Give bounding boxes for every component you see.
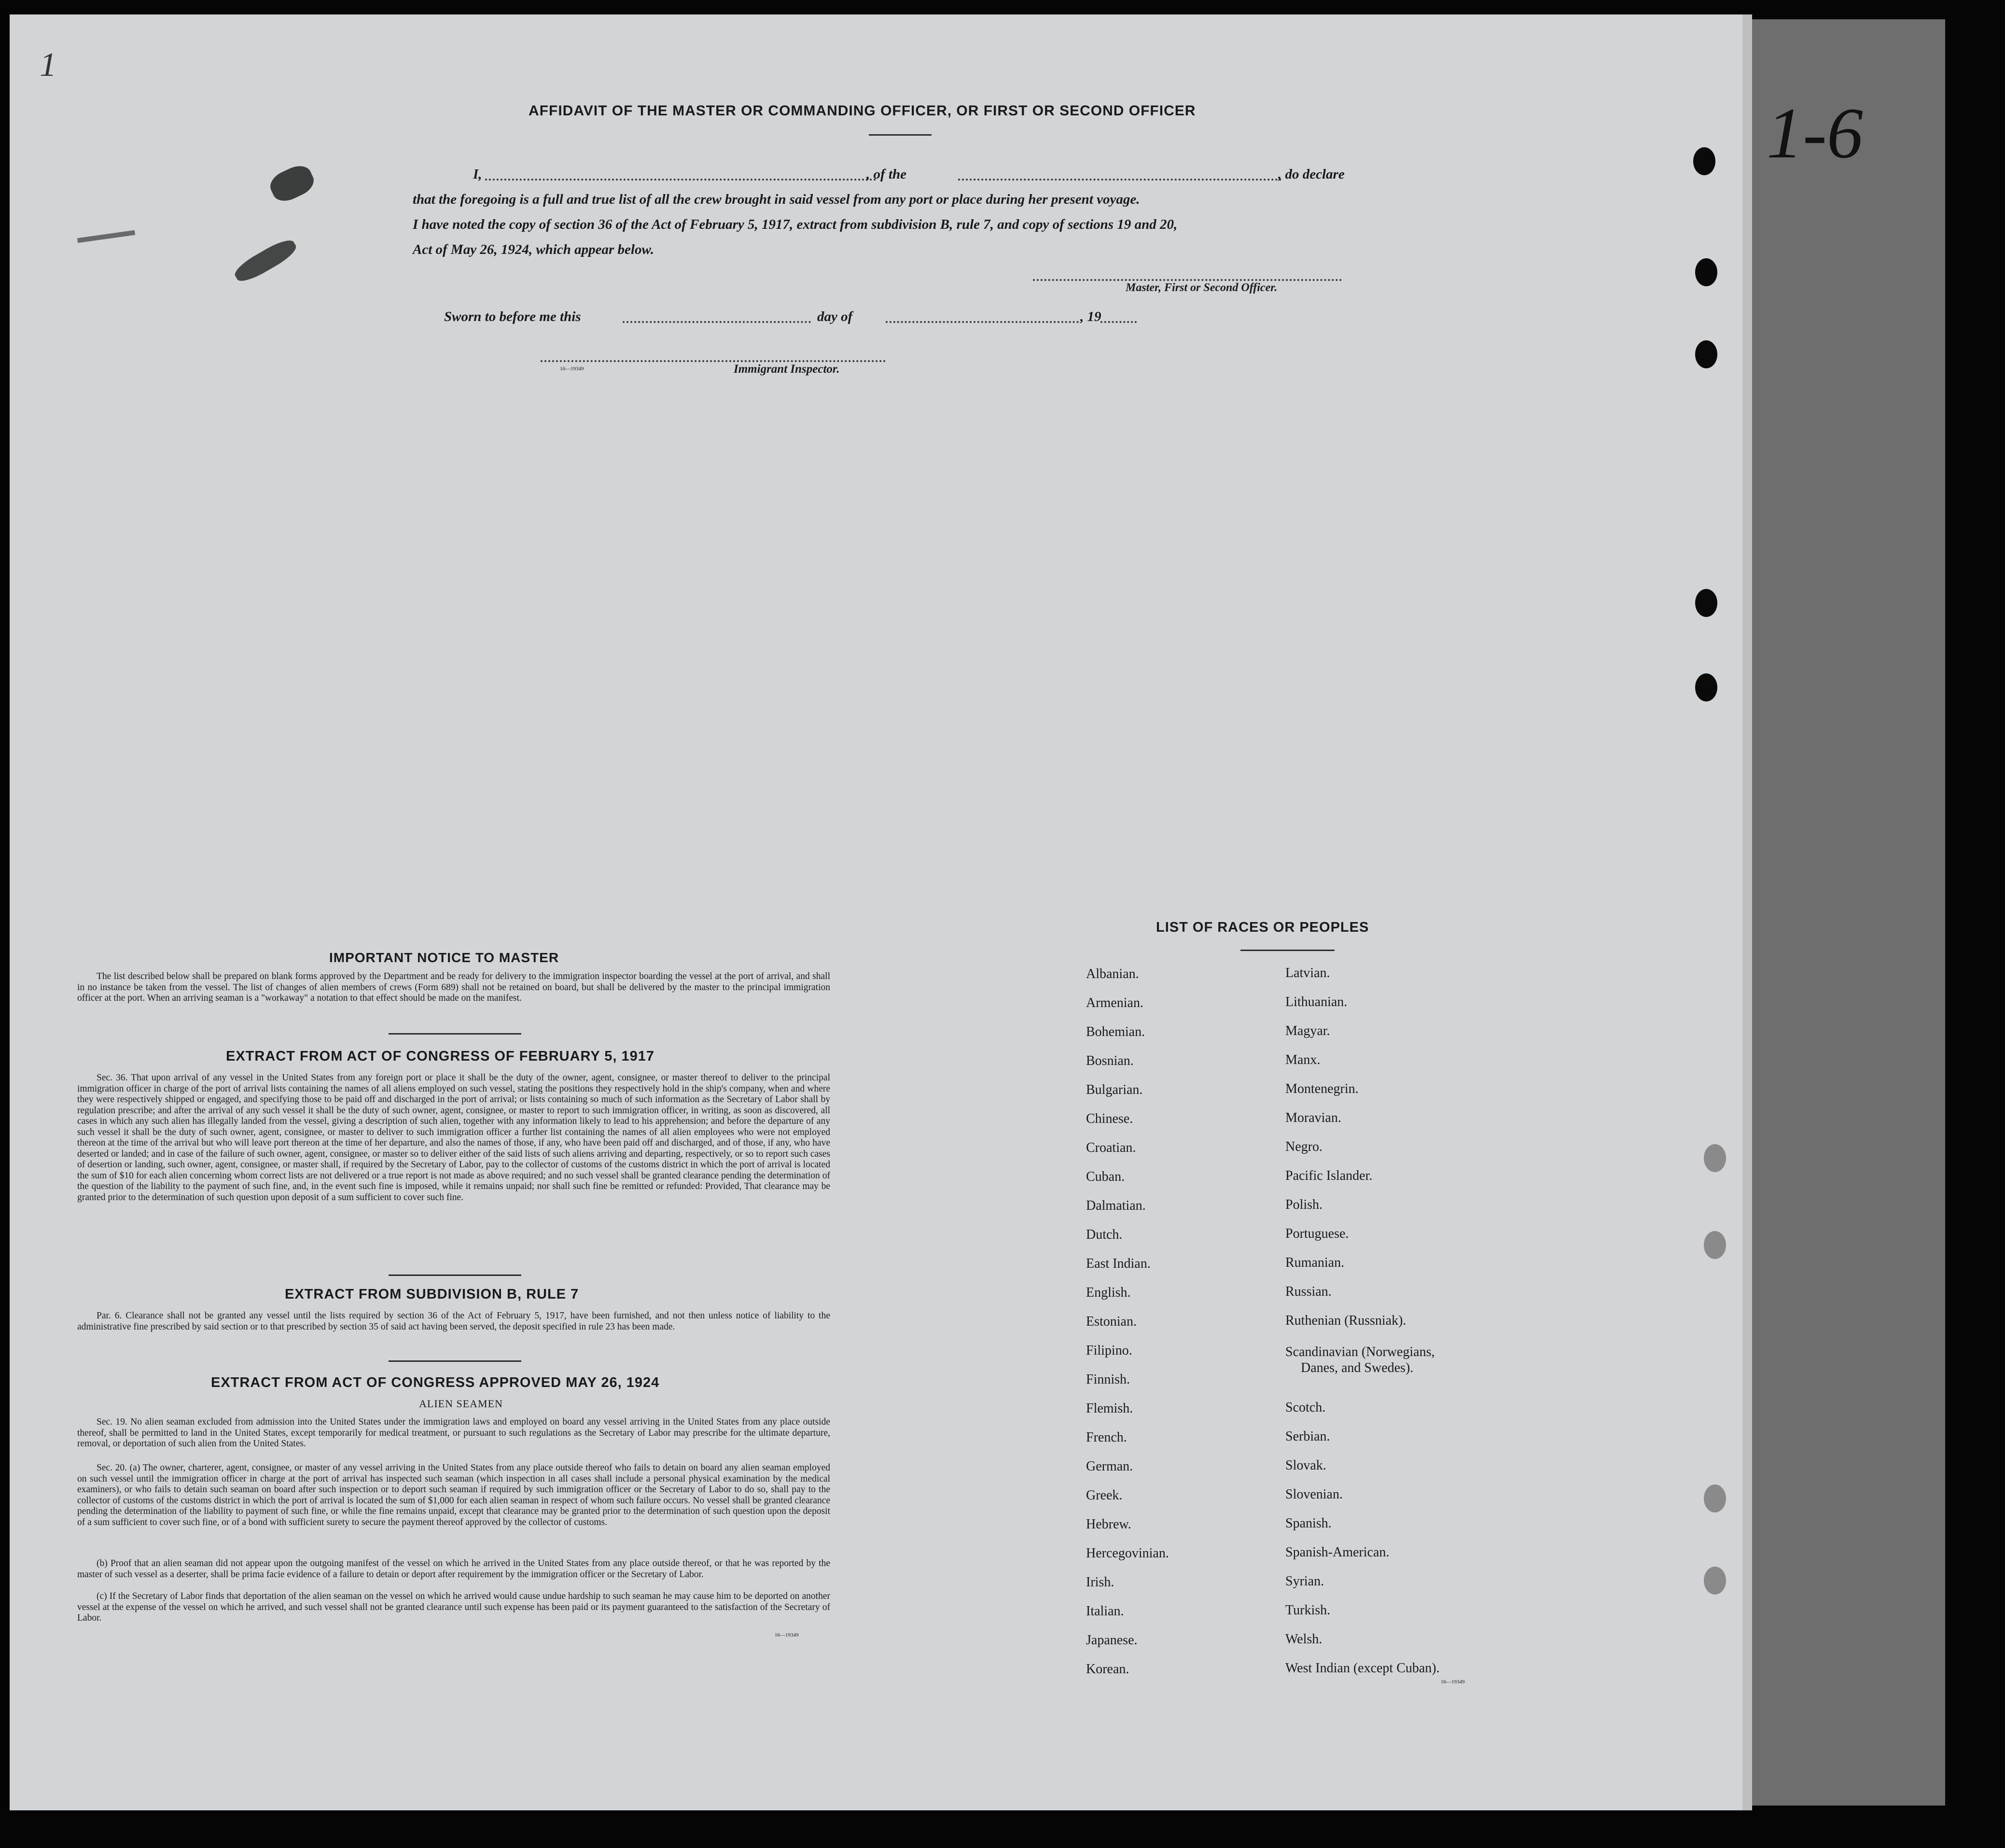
binder-hole [1695, 258, 1717, 286]
affidavit-line-2: that the foregoing is a full and true list of all the crew brought in said vessel from any port or place during her present voyage. [413, 192, 1140, 207]
race-item: Pacific Islander. [1285, 1168, 1373, 1183]
race-item: Flemish. [1086, 1401, 1133, 1416]
race-item: Lithuanian. [1285, 994, 1348, 1009]
form-number: 16—19349 [560, 366, 584, 372]
race-item: Manx. [1285, 1052, 1321, 1067]
race-item: Irish. [1086, 1575, 1114, 1590]
race-item: Italian. [1086, 1604, 1124, 1619]
inspector-label: Immigrant Inspector. [734, 363, 840, 376]
divider [389, 1033, 521, 1035]
race-item: Russian. [1285, 1284, 1332, 1299]
race-item: Montenegrin. [1285, 1081, 1359, 1096]
race-item: Danes, and Swedes). [1301, 1360, 1414, 1375]
binder-hole [1704, 1567, 1726, 1595]
affidavit-i: I, [473, 167, 482, 182]
race-item: Japanese. [1086, 1633, 1138, 1648]
affidavit-of-the: , of the [866, 167, 906, 182]
binder-hole [1704, 1144, 1726, 1172]
race-item: Filipino. [1086, 1343, 1132, 1358]
binder-hole [1704, 1231, 1726, 1259]
race-item: Turkish. [1285, 1603, 1331, 1618]
race-item: French. [1086, 1430, 1127, 1445]
month-blank [886, 321, 1079, 323]
section-20a-text: Sec. 20. (a) The owner, charterer, agent, consignee, or master of any vessel arriving in the United States from any place outside thereof who fails to detain on board any alien seaman employed on such vessel until the immigration officer in charge at the port of arrival has inspected such seaman (which inspection in all cases shall include a personal physical examination by the medical examiners), or who fails to detain such seaman on board after such inspection or to deport such seaman if required by such immigration officer or the Secretary of Labor to do so, shall pay to the collector of customs of the customs district in which the port of arrival is located the sum of $1,000 for each alien seaman in respect of whom such failure occurs. No vessel shall be granted clearance pending the determination of the liability to payment of such fine, or while the fine remains unpaid, except that clearance may be granted prior to the determination of such question upon the deposit of a sum sufficient to cover such fine, or of a bond with sufficient surety to secure the payment thereof approved by the collector of customs. [77, 1463, 830, 1527]
race-item: Korean. [1086, 1662, 1129, 1677]
vessel-blank [958, 179, 1281, 181]
divider [869, 134, 932, 136]
race-item: Albanian. [1086, 966, 1139, 981]
race-item: Moravian. [1285, 1110, 1341, 1125]
race-item: Spanish-American. [1285, 1545, 1390, 1560]
rule7-title: EXTRACT FROM SUBDIVISION B, RULE 7 [285, 1287, 579, 1302]
handwritten-mark: 1 [40, 46, 56, 84]
race-item: English. [1086, 1285, 1131, 1300]
divider [389, 1360, 521, 1362]
race-item: Syrian. [1285, 1574, 1324, 1589]
form-number: 16—19349 [1441, 1679, 1465, 1685]
notice-title: IMPORTANT NOTICE TO MASTER [329, 950, 559, 965]
alien-seamen-subtitle: ALIEN SEAMEN [419, 1398, 503, 1410]
race-item: Latvian. [1285, 966, 1330, 980]
race-item: Hebrew. [1086, 1517, 1131, 1532]
race-item: Bohemian. [1086, 1024, 1145, 1039]
race-item: Serbian. [1285, 1429, 1330, 1444]
race-item: Dutch. [1086, 1227, 1123, 1242]
race-item: Bulgarian. [1086, 1082, 1143, 1097]
race-item: Negro. [1285, 1139, 1323, 1154]
race-item: Chinese. [1086, 1111, 1133, 1126]
year-label: , 19 [1080, 309, 1101, 324]
section-19-text: Sec. 19. No alien seaman excluded from admission into the United States under the immigration laws and employed on board any vessel arriving in the United States from any place outside thereof, shall be permitted to land in the United States, except temporarily for medical treatment, or pursuant to such regulations as the Secretary of Labor may prescribe for the ultimate departure, removal, or deportation of such alien from the United States. [77, 1417, 830, 1449]
notice-text: The list described below shall be prepared on blank forms approved by the Department and be ready for delivery to the immigration inspector boarding the vessel at the port of arrival, and shall in no instance be taken from the vessel. The list of changes of alien members of crews (Form 689) shall not be retained on board, but shall be delivered by the master to the principal immigration officer at the port. When an arriving seaman is a "workaway" a notation to that effect should be made on the manifest. [77, 971, 830, 1003]
divider [1240, 950, 1335, 951]
race-item: Bosnian. [1086, 1053, 1134, 1068]
extract-1917-text: Sec. 36. That upon arrival of any vessel in the United States from any foreign port or place it shall be the duty of the owner, agent, consignee, or master thereof to deliver to the principal immigration officer in charge of the port of arrival lists containing the names of all aliens employed on such vessel, stating the positions they respectively hold in the ship's company, when and where they were respectively shipped or engaged, and specifying those to be paid off and discharged in the port of arrival; or lists containing so much of such information as the Secretary of Labor shall by regulation prescribe; and after the arrival of any such vessel it shall be the duty of such owner, agent, consignee, or master to report to such immigration officer, in writing, as soon as discovered, all cases in which any such alien has illegally landed from the vessel, giving a description of such alien, together with any information likely to lead to his apprehension; and before the departure of any such vessel it shall be the duty of such owner, agent, consignee, or master to deliver to such immigration officer a further list containing the names of all alien employees who were not employed thereon at the time of the arrival but who will leave port thereon at the time of her departure, and also the names of those, if any, who have been paid off and discharged, and of those, if any, who have deserted or landed; and in case of the failure of such owner, agent, consignee, or master so to deliver either of the said lists of such aliens arriving and departing, respectively, or so to report such cases of desertion or landing, such owner, agent, consignee, or master shall, if required by the Secretary of Labor, pay to the collector of customs of the customs district in which the port of arrival is located the sum of $10 for each alien concerning whom correct lists are not delivered or a true report is not made as above required; and no such vessel shall be granted clearance pending the determination of the question of the liability to the payment of such fine, and, in the event such fine is imposed, while it remains unpaid; nor shall such fine be remitted or refunded: Provided, That clearance may be granted prior to the determination of such question upon deposit of a sum sufficient to cover such fine. [77, 1073, 830, 1203]
race-item: Croatian. [1086, 1140, 1136, 1155]
extract-1924-title: EXTRACT FROM ACT OF CONGRESS APPROVED MAY 26, 1924 [211, 1375, 660, 1390]
back-sheet [1718, 19, 1945, 1806]
affidavit-do-declare: , do declare [1278, 167, 1345, 182]
race-item: Armenian. [1086, 995, 1143, 1010]
binder-hole [1695, 340, 1717, 368]
master-signature-label: Master, First or Second Officer. [1126, 281, 1278, 294]
race-item: Scandinavian (Norwegians, [1285, 1344, 1435, 1359]
race-item: West Indian (except Cuban). [1285, 1661, 1440, 1676]
section-20b-text: (b) Proof that an alien seaman did not appear upon the outgoing manifest of the vessel on which he arrived in the United States from any place outside thereof, or that he was reported by the master of such vessel as a deserter, shall be prima facie evidence of a failure to detain or deport after requirement by the immigration officer or the Secretary of Labor. [77, 1558, 830, 1580]
race-item: Hercegovinian. [1086, 1546, 1169, 1561]
race-item: Ruthenian (Russniak). [1285, 1313, 1406, 1328]
race-item: Cuban. [1086, 1169, 1125, 1184]
year-blank [1100, 321, 1137, 323]
affidavit-title: AFFIDAVIT OF THE MASTER OR COMMANDING OFFICER, OR FIRST OR SECOND OFFICER [529, 103, 1196, 119]
races-title: LIST OF RACES OR PEOPLES [1156, 920, 1369, 935]
race-item: Finnish. [1086, 1372, 1130, 1387]
race-item: Rumanian. [1285, 1255, 1345, 1270]
race-item: Dalmatian. [1086, 1198, 1146, 1213]
race-item: Spanish. [1285, 1516, 1332, 1531]
handwritten-number: 1-6 [1767, 93, 1863, 173]
page-edge [1742, 14, 1752, 1810]
section-20c-text: (c) If the Secretary of Labor finds that deportation of the alien seaman on the vessel on which he arrived would cause undue hardship to such seaman he may cause him to be deported on another vessel at the expense of the vessel on which he arrived, and such vessel shall not be granted clearance until such expense has been paid or its payment guaranteed to the satisfaction of the Secretary of Labor. [77, 1591, 830, 1623]
day-of-label: day of [817, 309, 853, 324]
sworn-label: Sworn to before me this [444, 309, 581, 324]
name-blank [485, 179, 876, 181]
form-number: 16—19349 [775, 1632, 799, 1638]
day-blank [623, 321, 811, 323]
race-item: Slovak. [1285, 1458, 1326, 1473]
race-item: Polish. [1285, 1197, 1323, 1212]
extract-1917-title: EXTRACT FROM ACT OF CONGRESS OF FEBRUARY 5, 1917 [226, 1049, 655, 1064]
affidavit-line-4: Act of May 26, 1924, which appear below. [413, 242, 654, 257]
race-item: Scotch. [1285, 1400, 1326, 1415]
rule7-text: Par. 6. Clearance shall not be granted any vessel until the lists required by section 36 of the Act of February 5, 1917, have been furnished, and not then unless notice of liability to the administrative fine prescribed by said section or to that prescribed by section 35 of said act having been served, the deposit specified in rule 23 has been made. [77, 1311, 830, 1332]
race-item: German. [1086, 1459, 1133, 1474]
affidavit-line-3: I have noted the copy of section 36 of the Act of February 5, 1917, extract from subdivision B, rule 7, and copy of sections 19 and 20, [413, 217, 1178, 232]
race-item: Welsh. [1285, 1632, 1323, 1647]
race-item: East Indian. [1086, 1256, 1151, 1271]
binder-hole [1695, 673, 1717, 701]
race-item: Magyar. [1285, 1023, 1330, 1038]
binder-hole [1704, 1484, 1726, 1512]
binder-hole [1693, 147, 1715, 175]
binder-hole [1695, 589, 1717, 617]
race-item: Slovenian. [1285, 1487, 1343, 1502]
document-page [10, 14, 1742, 1810]
race-item: Estonian. [1086, 1314, 1137, 1329]
divider [389, 1274, 521, 1276]
race-item: Portuguese. [1285, 1226, 1349, 1241]
race-item: Greek. [1086, 1488, 1123, 1503]
